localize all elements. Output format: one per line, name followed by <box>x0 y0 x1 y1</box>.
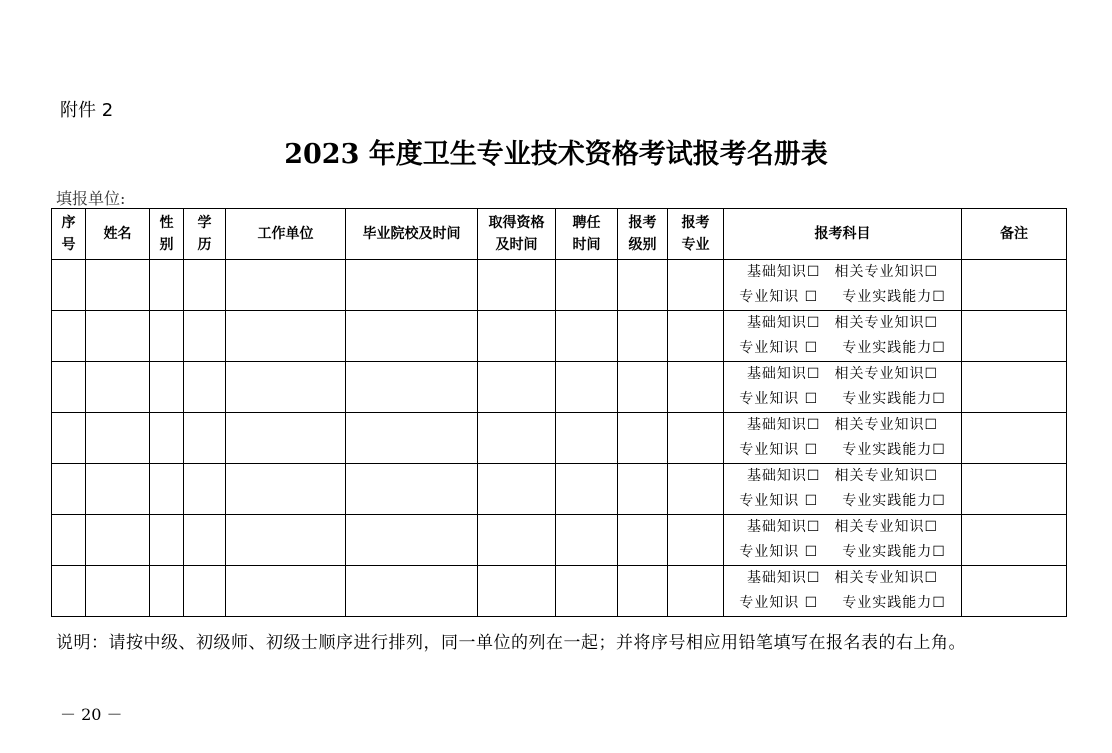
gender-cell[interactable] <box>150 413 184 464</box>
major-cell[interactable] <box>668 311 724 362</box>
name-cell[interactable] <box>86 464 150 515</box>
appointment-cell[interactable] <box>556 566 618 617</box>
specialty-knowledge-checkbox[interactable]: 专业知识 ☐ <box>739 391 819 407</box>
name-cell[interactable] <box>86 515 150 566</box>
subjects-cell <box>724 566 962 617</box>
reporting-unit-label: 填报单位: <box>56 189 126 208</box>
school-cell[interactable] <box>346 311 478 362</box>
qualification-cell[interactable] <box>478 413 556 464</box>
header-school: 毕业院校及时间 <box>346 209 478 260</box>
practice-ability-checkbox[interactable]: 专业实践能力☐ <box>842 544 946 560</box>
workplace-cell[interactable] <box>226 515 346 566</box>
level-cell[interactable] <box>618 260 668 311</box>
table-row <box>52 311 1067 362</box>
appointment-cell[interactable] <box>556 260 618 311</box>
related-knowledge-checkbox[interactable]: 相关专业知识☐ <box>834 315 939 331</box>
subject-options-line-2 <box>724 285 961 310</box>
subjects-cell <box>724 464 962 515</box>
level-cell[interactable] <box>618 566 668 617</box>
workplace-cell[interactable] <box>226 362 346 413</box>
related-knowledge-checkbox[interactable]: 相关专业知识☐ <box>834 264 939 280</box>
remarks-cell[interactable] <box>962 413 1067 464</box>
subjects-cell <box>724 260 962 311</box>
major-cell[interactable] <box>668 362 724 413</box>
major-cell[interactable] <box>668 515 724 566</box>
school-cell[interactable] <box>346 566 478 617</box>
related-knowledge-checkbox[interactable]: 相关专业知识☐ <box>834 468 939 484</box>
specialty-knowledge-checkbox[interactable]: 专业知识 ☐ <box>739 595 819 611</box>
header-appointment: 聘任 时间 <box>556 209 618 260</box>
header-qualification: 取得资格 及时间 <box>478 209 556 260</box>
related-knowledge-checkbox[interactable]: 相关专业知识☐ <box>834 366 939 382</box>
subjects-cell <box>724 515 962 566</box>
qualification-cell[interactable] <box>478 566 556 617</box>
subject-options-line-2 <box>724 591 961 616</box>
workplace-cell[interactable] <box>226 413 346 464</box>
table-body <box>52 260 1067 617</box>
gender-cell[interactable] <box>150 464 184 515</box>
basic-knowledge-checkbox[interactable]: 基础知识☐ <box>746 468 821 484</box>
subject-options-line-2 <box>724 438 961 463</box>
major-cell[interactable] <box>668 260 724 311</box>
instructions-note: 说明：请按中级、初级师、初级士顺序进行排列，同一单位的列在一起；并将序号相应用铅笔填写在报名表的右上角。 <box>56 633 966 653</box>
specialty-knowledge-checkbox[interactable]: 专业知识 ☐ <box>739 289 819 305</box>
name-cell[interactable] <box>86 566 150 617</box>
table-row <box>52 464 1067 515</box>
subjects-cell <box>724 311 962 362</box>
header-workplace: 工作单位 <box>226 209 346 260</box>
qualification-cell[interactable] <box>478 260 556 311</box>
workplace-cell[interactable] <box>226 464 346 515</box>
name-cell[interactable] <box>86 260 150 311</box>
workplace-cell[interactable] <box>226 311 346 362</box>
remarks-cell[interactable] <box>962 566 1067 617</box>
attachment-label: 附件 2 <box>60 100 114 121</box>
seq-cell[interactable] <box>52 464 86 515</box>
name-cell[interactable] <box>86 413 150 464</box>
subject-options-line-2 <box>724 489 961 514</box>
table-row <box>52 566 1067 617</box>
gender-cell[interactable] <box>150 515 184 566</box>
subject-options-line-2 <box>724 336 961 361</box>
specialty-knowledge-checkbox[interactable]: 专业知识 ☐ <box>739 340 819 356</box>
gender-cell[interactable] <box>150 260 184 311</box>
school-cell[interactable] <box>346 515 478 566</box>
related-knowledge-checkbox[interactable]: 相关专业知识☐ <box>834 417 939 433</box>
subject-options-line-1 <box>724 260 961 285</box>
seq-cell[interactable] <box>52 362 86 413</box>
workplace-cell[interactable] <box>226 566 346 617</box>
appointment-cell[interactable] <box>556 362 618 413</box>
qualification-cell[interactable] <box>478 515 556 566</box>
remarks-cell[interactable] <box>962 362 1067 413</box>
level-cell[interactable] <box>618 311 668 362</box>
seq-cell[interactable] <box>52 515 86 566</box>
basic-knowledge-checkbox[interactable]: 基础知识☐ <box>746 570 821 586</box>
basic-knowledge-checkbox[interactable]: 基础知识☐ <box>746 417 821 433</box>
header-remarks: 备注 <box>962 209 1067 260</box>
education-cell[interactable] <box>184 515 226 566</box>
major-cell[interactable] <box>668 464 724 515</box>
remarks-cell[interactable] <box>962 260 1067 311</box>
practice-ability-checkbox[interactable]: 专业实践能力☐ <box>842 493 946 509</box>
specialty-knowledge-checkbox[interactable]: 专业知识 ☐ <box>739 442 819 458</box>
registration-roster-table <box>51 208 1067 617</box>
page-title: 2023 年度卫生专业技术资格考试报考名册表 <box>284 139 828 170</box>
related-knowledge-checkbox[interactable]: 相关专业知识☐ <box>834 519 939 535</box>
table-row <box>52 260 1067 311</box>
header-name: 姓名 <box>86 209 150 260</box>
subjects-cell <box>724 413 962 464</box>
practice-ability-checkbox[interactable]: 专业实践能力☐ <box>842 289 946 305</box>
level-cell[interactable] <box>618 464 668 515</box>
header-level: 报考 级别 <box>618 209 668 260</box>
header-subjects: 报考科目 <box>724 209 962 260</box>
major-cell[interactable] <box>668 413 724 464</box>
practice-ability-checkbox[interactable]: 专业实践能力☐ <box>842 595 946 611</box>
qualification-cell[interactable] <box>478 362 556 413</box>
name-cell[interactable] <box>86 362 150 413</box>
basic-knowledge-checkbox[interactable]: 基础知识☐ <box>746 366 821 382</box>
qualification-cell[interactable] <box>478 464 556 515</box>
remarks-cell[interactable] <box>962 464 1067 515</box>
table-row <box>52 515 1067 566</box>
name-cell[interactable] <box>86 311 150 362</box>
appointment-cell[interactable] <box>556 311 618 362</box>
remarks-cell[interactable] <box>962 311 1067 362</box>
education-cell[interactable] <box>184 566 226 617</box>
gender-cell[interactable] <box>150 566 184 617</box>
basic-knowledge-checkbox[interactable]: 基础知识☐ <box>746 519 821 535</box>
specialty-knowledge-checkbox[interactable]: 专业知识 ☐ <box>739 493 819 509</box>
header-major: 报考 专业 <box>668 209 724 260</box>
practice-ability-checkbox[interactable]: 专业实践能力☐ <box>842 340 946 356</box>
level-cell[interactable] <box>618 515 668 566</box>
seq-cell[interactable] <box>52 311 86 362</box>
education-cell[interactable] <box>184 362 226 413</box>
subject-options-line-1 <box>724 311 961 336</box>
practice-ability-checkbox[interactable]: 专业实践能力☐ <box>842 391 946 407</box>
education-cell[interactable] <box>184 311 226 362</box>
workplace-cell[interactable] <box>226 260 346 311</box>
table-row <box>52 362 1067 413</box>
table-header-row <box>52 209 1067 260</box>
subject-options-line-2 <box>724 540 961 565</box>
level-cell[interactable] <box>618 362 668 413</box>
remarks-cell[interactable] <box>962 515 1067 566</box>
appointment-cell[interactable] <box>556 515 618 566</box>
seq-cell[interactable] <box>52 566 86 617</box>
practice-ability-checkbox[interactable]: 专业实践能力☐ <box>842 442 946 458</box>
subject-options-line-2 <box>724 387 961 412</box>
school-cell[interactable] <box>346 413 478 464</box>
gender-cell[interactable] <box>150 311 184 362</box>
basic-knowledge-checkbox[interactable]: 基础知识☐ <box>746 264 821 280</box>
subject-options-line-1 <box>724 515 961 540</box>
appointment-cell[interactable] <box>556 464 618 515</box>
subject-options-line-1 <box>724 464 961 489</box>
page-number: － 20 － <box>60 705 123 724</box>
education-cell[interactable] <box>184 413 226 464</box>
subjects-cell <box>724 362 962 413</box>
seq-cell[interactable] <box>52 413 86 464</box>
school-cell[interactable] <box>346 464 478 515</box>
level-cell[interactable] <box>618 413 668 464</box>
qualification-cell[interactable] <box>478 311 556 362</box>
school-cell[interactable] <box>346 362 478 413</box>
school-cell[interactable] <box>346 260 478 311</box>
basic-knowledge-checkbox[interactable]: 基础知识☐ <box>746 315 821 331</box>
related-knowledge-checkbox[interactable]: 相关专业知识☐ <box>834 570 939 586</box>
table-row <box>52 413 1067 464</box>
subject-options-line-1 <box>724 566 961 591</box>
education-cell[interactable] <box>184 260 226 311</box>
header-seq: 序 号 <box>52 209 86 260</box>
seq-cell[interactable] <box>52 260 86 311</box>
appointment-cell[interactable] <box>556 413 618 464</box>
gender-cell[interactable] <box>150 362 184 413</box>
education-cell[interactable] <box>184 464 226 515</box>
major-cell[interactable] <box>668 566 724 617</box>
specialty-knowledge-checkbox[interactable]: 专业知识 ☐ <box>739 544 819 560</box>
header-gender: 性 别 <box>150 209 184 260</box>
subject-options-line-1 <box>724 362 961 387</box>
subject-options-line-1 <box>724 413 961 438</box>
header-education: 学 历 <box>184 209 226 260</box>
